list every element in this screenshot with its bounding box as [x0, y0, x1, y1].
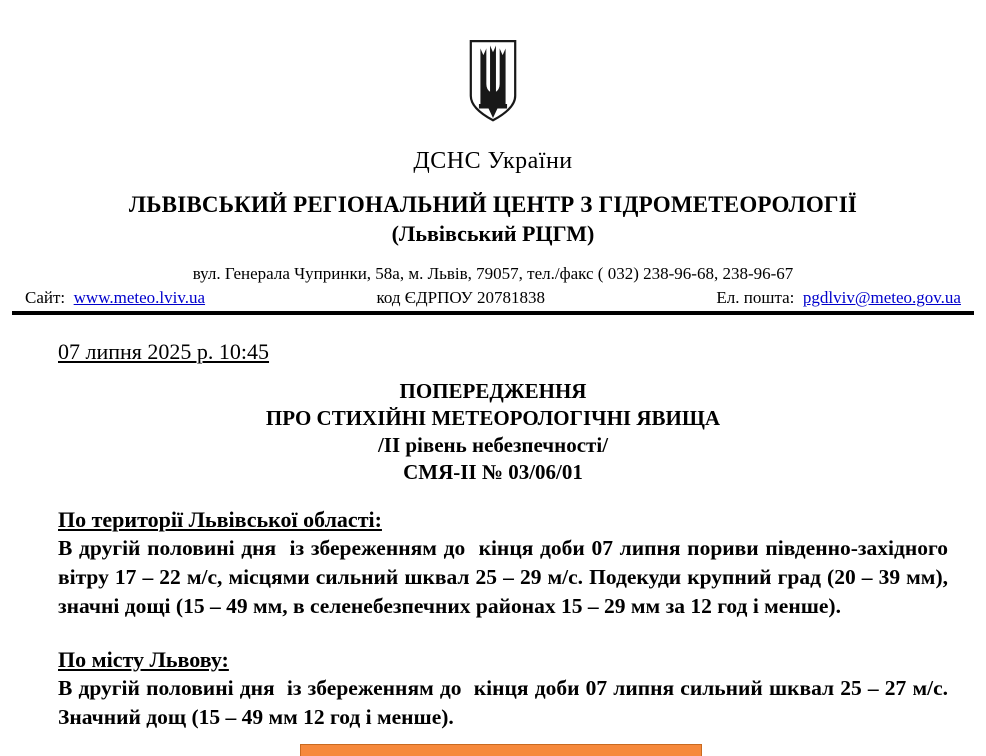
- edrpou-code: код ЄДРПОУ 20781838: [376, 288, 545, 307]
- section-region: [58, 507, 954, 621]
- organization-short-name: (Львівський РЦГМ): [391, 221, 595, 246]
- title-line-2: ПРО СТИХІЙНІ МЕТЕОРОЛОГІЧНІ ЯВИЩА: [265, 406, 721, 430]
- agency-name: ДСНС України: [413, 148, 573, 174]
- site-cell: [25, 288, 205, 308]
- site-link[interactable]: www.meteo.lviv.ua: [73, 288, 206, 307]
- email-label: Ел. пошта:: [716, 288, 795, 307]
- title-line-4: СМЯ-ІІ № 03/06/01: [403, 460, 583, 484]
- section-city: [58, 647, 954, 732]
- organization-name: ЛЬВІВСЬКИЙ РЕГІОНАЛЬНИЙ ЦЕНТР З ГІДРОМЕТЕОРОЛОГІЇ: [128, 192, 858, 217]
- warning-title: [0, 378, 986, 486]
- section-region-body: В другій половині дня із збереженням до кінця доби 07 липня пориви південно-західного вітру 17 – 22 м/с, місцями сильний шквал 25 – 29 м/с. Подекуди крупний град (20 – 39 мм), значні дощі (15 – 49 мм, в селенебезпечних районах 15 – 29 мм за 12 год і менше).: [58, 536, 954, 618]
- email-cell: [716, 288, 961, 308]
- section-city-heading: По місту Львову:: [58, 647, 229, 672]
- highlight-bar: [300, 744, 702, 756]
- section-region-heading: По території Львівської області:: [58, 507, 382, 532]
- date-line: 07 липня 2025 р. 10:45: [58, 339, 270, 364]
- site-label: Сайт:: [25, 288, 66, 307]
- contact-row: [0, 288, 986, 308]
- ukraine-trident-emblem-icon: [456, 38, 530, 133]
- emblem-container: [0, 0, 986, 138]
- address-line: вул. Генерала Чупринки, 58а, м. Львів, 79057, тел./факс ( 032) 238-96-68, 238-96-67: [192, 264, 794, 283]
- email-link[interactable]: pgdlviv@meteo.gov.ua: [802, 288, 961, 307]
- header-divider: [12, 311, 974, 315]
- title-line-1: ПОПЕРЕДЖЕННЯ: [399, 379, 587, 403]
- title-line-3: /ІІ рівень небезпечності/: [377, 433, 609, 457]
- section-city-body: В другій половині дня із збереженням до кінця доби 07 липня сильний шквал 25 – 27 м/с. Значний дощ (15 – 49 мм 12 год і менше).: [58, 676, 954, 729]
